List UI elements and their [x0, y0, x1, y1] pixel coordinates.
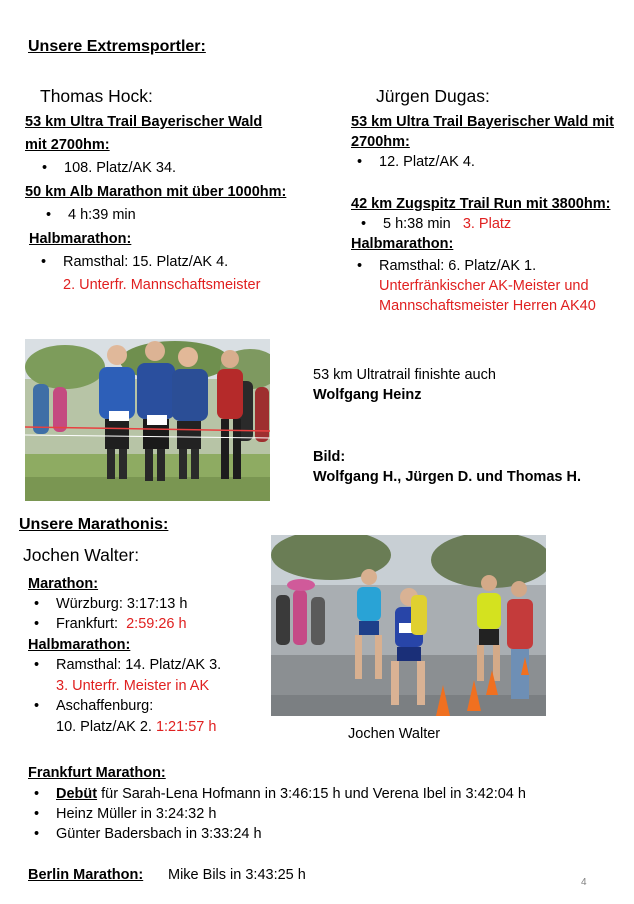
race-title-ultra-trail-cont: mit 2700hm: [25, 137, 110, 153]
result-item-cont: 10. Platz/AK 2. 1:21:57 h [56, 719, 217, 735]
place-highlight: 3. Platz [462, 216, 512, 232]
result-item: • 4 h:39 min [68, 207, 136, 223]
photo-caption-names: Wolfgang H., Jürgen D. und Thomas H. [313, 469, 581, 485]
photo-trail-runners-image [25, 339, 270, 501]
half-marathon-heading: Halbmarathon: [29, 231, 132, 247]
half-marathon-heading: Halbmarathon: [351, 236, 454, 252]
photo-caption-jochen: Jochen Walter [348, 726, 441, 742]
result-item: • Würzburg: 3:17:13 h [56, 596, 187, 612]
frankfurt-marathon-heading: Frankfurt Marathon: [28, 765, 166, 781]
achievement-note: Unterfränkischer AK-Meister und [379, 278, 589, 294]
berlin-result: Mike Bils in 3:43:25 h [168, 867, 306, 883]
person-name-jochen: Jochen Walter: [23, 545, 140, 565]
race-title-ultra-trail: 53 km Ultra Trail Bayerischer Wald mit [351, 114, 614, 130]
half-marathon-heading: Halbmarathon: [28, 637, 131, 653]
marathon-heading: Marathon: [28, 576, 99, 592]
result-item: • Aschaffenburg: [56, 698, 153, 714]
result-item: • Ramsthal: 14. Platz/AK 3. [56, 657, 221, 673]
section-heading-extremsportler: Unsere Extremsportler: [28, 38, 206, 55]
result-item: • Ramsthal: 6. Platz/AK 1. [379, 258, 536, 274]
result-item: • 108. Platz/AK 34. [64, 160, 176, 176]
finisher-name: Wolfgang Heinz [313, 387, 422, 403]
result-item: • Ramsthal: 15. Platz/AK 4. [63, 254, 228, 270]
race-title-zugspitz: 42 km Zugspitz Trail Run mit 3800hm: [351, 196, 611, 212]
photo-marathon-runners-image [271, 535, 546, 716]
photo-marathon-runners [271, 535, 546, 716]
result-item: • 12. Platz/AK 4. [379, 154, 475, 170]
race-title-ultra-trail: 53 km Ultra Trail Bayerischer Wald [25, 114, 263, 130]
race-title-ultra-trail-cont: 2700hm: [351, 134, 410, 150]
page-number: 4 [581, 877, 587, 888]
result-item: • Heinz Müller in 3:24:32 h [56, 806, 216, 822]
person-name-thomas: Thomas Hock: [40, 86, 153, 106]
time-highlight: 1:21:57 h [155, 719, 217, 735]
achievement-note: 2. Unterfr. Mannschaftsmeister [63, 277, 261, 293]
time-highlight: 2:59:26 h [126, 616, 187, 632]
result-item: • Günter Badersbach in 3:33:24 h [56, 826, 262, 842]
result-item: • Debüt für Sarah-Lena Hofmann in 3:46:15 h und Verena Ibel in 3:42:04 h [56, 786, 526, 802]
person-name-juergen: Jürgen Dugas: [376, 86, 490, 106]
race-title-alb-marathon: 50 km Alb Marathon mit über 1000hm: [25, 184, 287, 200]
result-item: • 5 h:38 min 3. Platz [383, 216, 511, 232]
section-heading-marathonis: Unsere Marathonis: [19, 516, 169, 533]
berlin-marathon-heading: Berlin Marathon: [28, 867, 144, 883]
result-item: • Frankfurt: 2:59:26 h [56, 616, 187, 632]
ultratrail-finisher-text: 53 km Ultratrail finishte auch [313, 367, 496, 383]
achievement-note: Mannschaftsmeister Herren AK40 [379, 298, 596, 314]
debut-label: Debüt [56, 786, 98, 802]
photo-trail-runners [25, 339, 270, 501]
photo-caption-label: Bild: [313, 449, 346, 465]
achievement-note: 3. Unterfr. Meister in AK [56, 678, 210, 694]
